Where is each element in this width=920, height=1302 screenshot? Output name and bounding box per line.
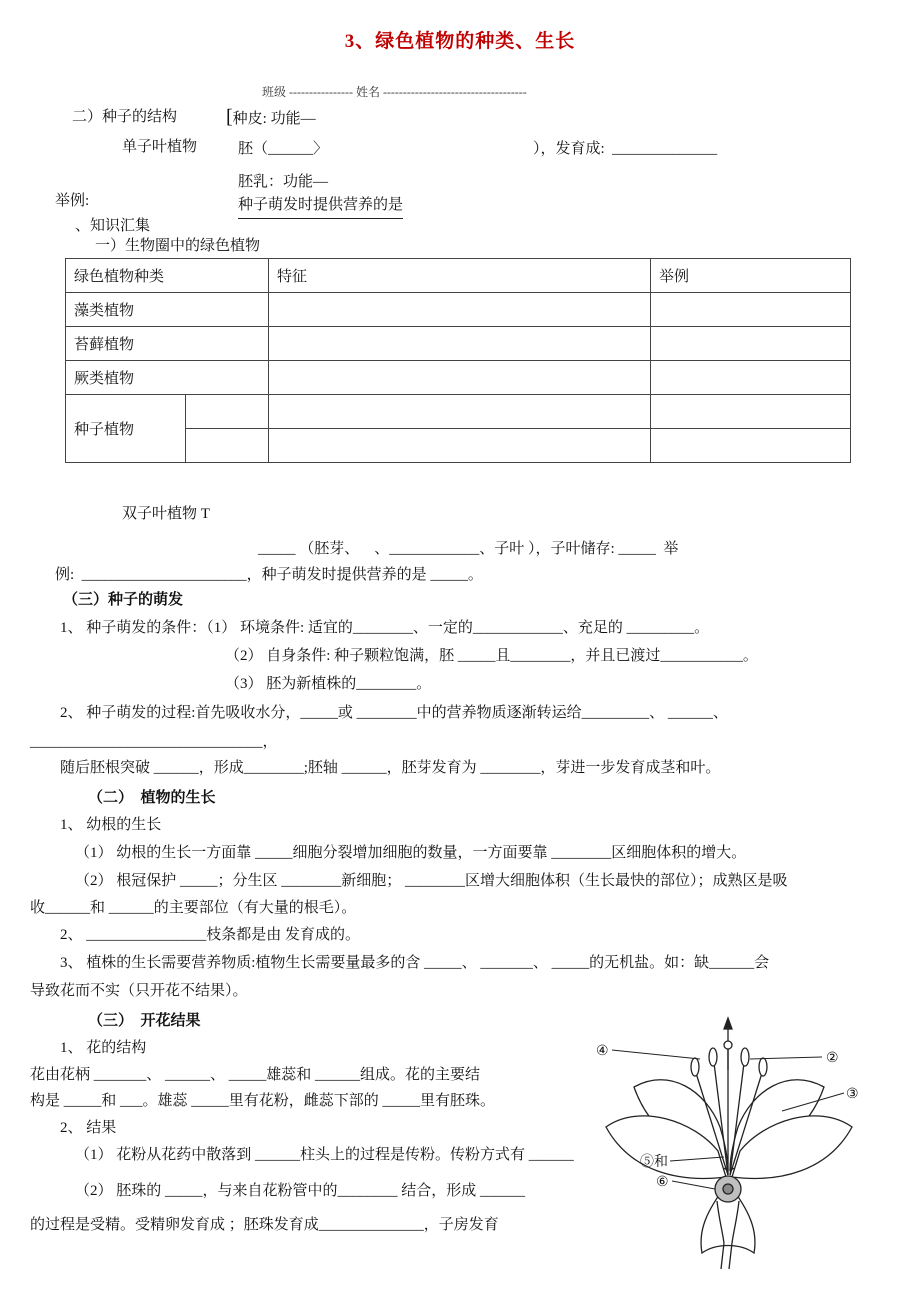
col-header-features: 特征 [269,259,651,293]
flowering-line-1: 1、 花的结构 [60,1040,147,1056]
cell-blank [269,429,651,463]
green-plants-table [65,258,851,463]
table-header-row [66,259,851,293]
growth-line-5: 2、 ________________枝条都是由 发育成的。 [60,927,361,943]
flowering-line-5: （1） 花粉从花药中散落到 ______柱头上的过程是传粉。传粉方式有 ______ [75,1147,574,1163]
table-row [66,395,851,429]
label-2-leader [750,1057,822,1059]
cell-blank [269,293,651,327]
stem-line [721,1243,724,1269]
arrowhead-icon [724,1018,732,1029]
seed-coat-text: 种皮: 功能— [232,111,316,127]
cell-blank [651,395,851,429]
germination-line-3: （3） 胚为新植株的________。 [225,676,432,692]
label-3: ③ [846,1087,859,1102]
cell-blank [651,361,851,395]
label-6: ⑥ [656,1175,669,1190]
green-plants-heading: 一）生物圈中的绿色植物 [95,238,261,254]
flowering-line-4: 2、 结果 [60,1120,117,1136]
flower-structure-diagram [578,1015,898,1275]
row-label-algae: 藻类植物 [66,293,269,327]
class-name-line: 班级 ---------------- 姓名 ------------------------------------ [262,85,527,99]
seed-structure-heading: 二）种子的结构 [72,109,178,125]
label-4: ④ [596,1044,609,1059]
table-row [66,361,851,395]
cell-blank [269,395,651,429]
stamen-anther [691,1058,699,1076]
growth-line-1: 1、 幼根的生长 [60,817,162,833]
row-label-fern: 厥类植物 [66,361,269,395]
flowering-line-6: （2） 胚珠的 _____，与来自花粉管中的________ 结合，形成 ______ [75,1183,526,1199]
cell-blank [269,361,651,395]
flowering-heading: （三） 开花结果 [88,1013,201,1029]
table-row [66,327,851,361]
ovule [723,1184,733,1194]
stamen-anther [741,1048,749,1066]
germination-line-2: （2） 自身条件: 种子颗粒饱满，胚 _____且________，并且已渡过___________。 [225,648,758,664]
table-row [66,293,851,327]
stem-line [729,1243,732,1269]
cell-blank [651,429,851,463]
germination-line-1: 1、 种子萌发的条件：（1） 环境条件: 适宜的________、一定的____________、充足的 _________。 [60,620,710,636]
germination-line-5: _______________________________， [30,734,278,750]
label-4-leader [612,1050,700,1059]
brace-glyph: [ [226,106,233,128]
germination-heading: （三）种子的萌发 [63,592,184,608]
growth-line-7: 导致花而不实（只开花不结果）。 [30,983,248,999]
cell-blank [269,327,651,361]
growth-line-2: （1） 幼根的生长一方面靠 _____细胞分裂增加细胞的数量，一方面要靠 ________区细胞体积的增大。 [75,845,747,861]
row-label-moss: 苔藓植物 [66,327,269,361]
example-label: 举例: [55,193,90,209]
col-header-example: 举例 [651,259,851,293]
pistil-stigma [724,1041,732,1049]
flowering-line-3: 构是 _____和 ___。雄蕊 _____里有花粉，雌蕊下部的 _____里有胚珠。 [30,1093,496,1109]
dicot-line-1: _____ （胚芽、 、____________、子叶 ），子叶储存: _____ 举 [258,541,679,557]
growth-line-3: （2） 根冠保护 _____；分生区 ________新细胞； ________区增大细胞体积（生长最快的部位）；成熟区是吸 [75,873,788,889]
nutrition-line: 种子萌发时提供营养的是 [238,196,403,219]
stamen-anther [709,1048,717,1066]
stamen-anther [759,1058,767,1076]
seed-coat-line [226,105,316,130]
cell-blank [651,327,851,361]
embryo-develop-line: ），发育成: ______________ [533,141,718,157]
monocot-label: 单子叶植物 [122,139,198,155]
endosperm-line: 胚乳：功能— [238,174,329,190]
growth-heading: （二） 植物的生长 [88,790,216,806]
flowering-line-2: 花由花柄 _______、 ______、 _____雄蕊和 ______组成。花的主要结 [30,1067,481,1083]
flowering-line-7: 的过程是受精。受精卵发育成 ；胚珠发育成______________，子房发育 [30,1217,499,1233]
label-5: ⑤和 [640,1155,668,1170]
label-2: ② [826,1051,839,1066]
col-header-species: 绿色植物种类 [66,259,269,293]
knowledge-heading: 、知识汇集 [75,218,151,234]
page-title: 3、绿色植物的种类、生长 [344,31,576,52]
growth-line-6: 3、 植株的生长需要营养物质:植物生长需要量最多的含 _____、 _______、 _____的无机盐。如：缺______会 [60,955,770,971]
label-6-leader [672,1181,715,1189]
cell-blank [186,395,269,429]
cell-blank [186,429,269,463]
row-label-seed-plant: 种子植物 [66,395,186,463]
cell-blank [651,293,851,327]
embryo-line: 胚（______〉 [238,141,329,157]
growth-line-4: 收______和 ______的主要部位（有大量的根毛）。 [30,900,357,916]
dicot-line-2: 例: ______________________，种子萌发时提供营养的是 _____。 [55,567,483,583]
germination-line-4: 2、 种子萌发的过程:首先吸收水分，_____或 ________中的营养物质逐渐转运给_________、 ______、 [60,705,728,721]
germination-line-6: 随后胚根突破 ______，形成________;胚轴 ______，胚芽发育为 ________，芽进一步发育成茎和叶。 [60,760,721,776]
dicot-label: 双子叶植物 T [122,506,210,522]
